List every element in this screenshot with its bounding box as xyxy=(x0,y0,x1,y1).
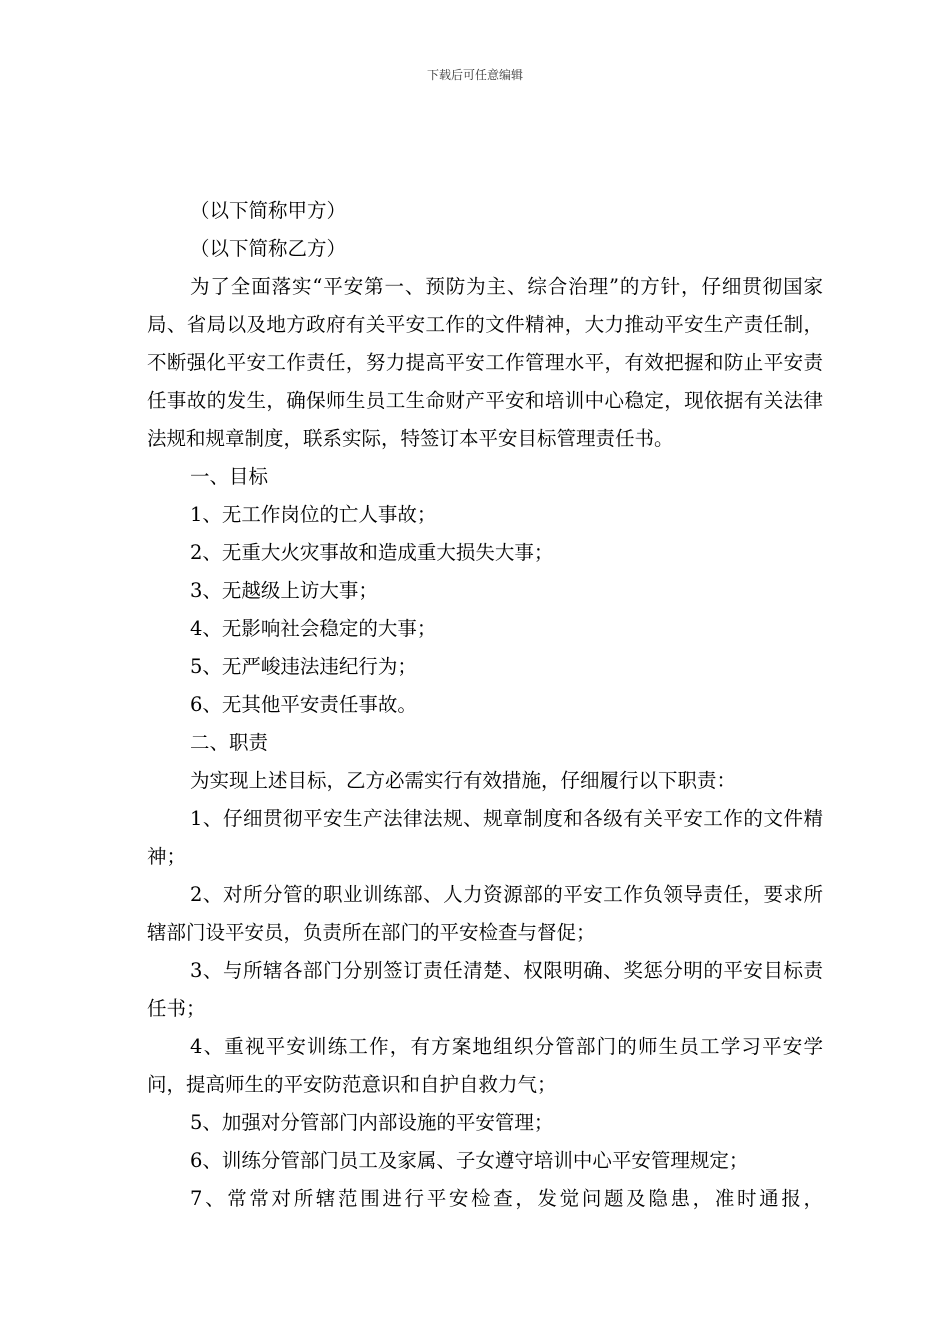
page-header: 下载后可任意编辑 xyxy=(426,68,523,82)
preamble-paragraph: 为了全面落实“平安第一、预防为主、综合治理”的方针，仔细贯彻国家局、省局以及地方政府有关平安工作的文件精神，大力推动平安生产责任制，不断强化平安工作责任，努力提高平安工作管理水平，有效把握和防止平安责任事故的发生，确保师生员工生命财产平安和培训中心稳定，现依据有关法律法规和规章制度，联系实际，特签订本平安目标管理责任书。 xyxy=(147,275,823,450)
duty-item: 1、仔细贯彻平安生产法律法规、规章制度和各级有关平安工作的文件精神； xyxy=(147,807,823,868)
section-heading-goals: 一、目标 xyxy=(190,465,269,488)
duty-item: 7、常常对所辖范围进行平安检查，发觉问题及隐患，准时通报， xyxy=(190,1187,823,1210)
goal-item: 4、无影响社会稳定的大事； xyxy=(190,617,437,640)
duty-item: 3、与所辖各部门分别签订责任清楚、权限明确、奖惩分明的平安目标责任书； xyxy=(147,959,823,1020)
goal-item: 3、无越级上访大事； xyxy=(190,579,378,602)
duty-item: 6、训练分管部门员工及家属、子女遵守培训中心平安管理规定； xyxy=(190,1149,749,1172)
party-a-line: （以下简称甲方） xyxy=(190,199,347,222)
duty-item: 2、对所分管的职业训练部、人力资源部的平安工作负领导责任，要求所辖部门设平安员，负责所在部门的平安检查与督促； xyxy=(147,883,823,944)
section-heading-duties: 二、职责 xyxy=(190,731,269,754)
goal-item: 6、无其他平安责任事故。 xyxy=(190,693,417,716)
duties-intro: 为实现上述目标，乙方必需实行有效措施，仔细履行以下职责： xyxy=(190,769,737,792)
duty-item: 4、重视平安训练工作，有方案地组织分管部门的师生员工学习平安学问，提高师生的平安防范意识和自护自救力气； xyxy=(147,1035,823,1096)
party-b-line: （以下简称乙方） xyxy=(190,237,347,260)
goal-item: 5、无严峻违法违纪行为； xyxy=(190,655,417,678)
duty-item: 5、加强对分管部门内部设施的平安管理； xyxy=(190,1111,554,1134)
document-body xyxy=(147,192,823,1218)
goal-item: 2、无重大火灾事故和造成重大损失大事； xyxy=(190,541,554,564)
goal-item: 1、无工作岗位的亡人事故； xyxy=(190,503,437,526)
